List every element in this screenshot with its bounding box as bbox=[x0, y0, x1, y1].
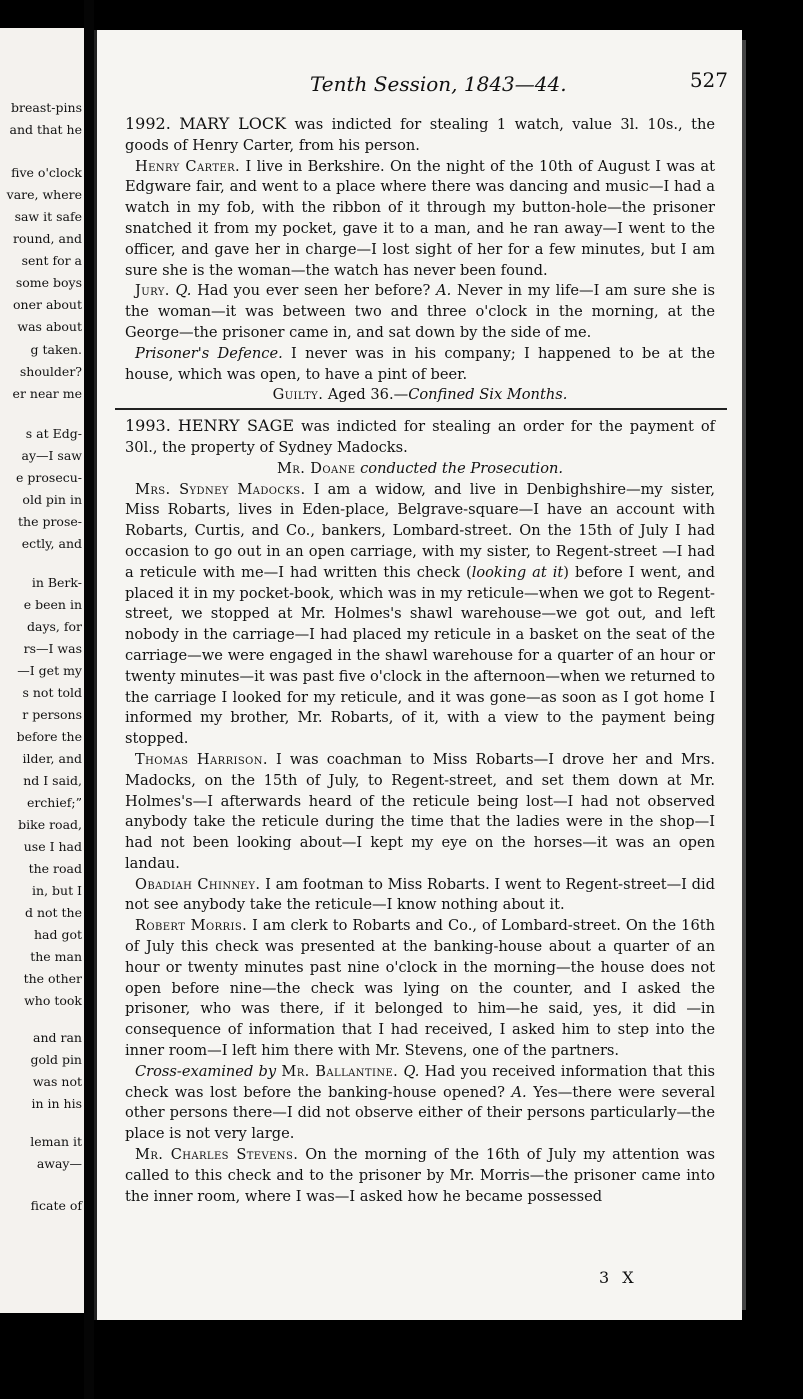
left-page-fragment: was about bbox=[17, 319, 82, 334]
left-page-fragment: —I get my bbox=[17, 663, 82, 678]
left-page-fragment: had got bbox=[33, 927, 82, 942]
testimony-stevens bbox=[125, 1145, 715, 1207]
running-title: Tenth Session, 1843—44. bbox=[310, 72, 567, 96]
answer-text: Never in my life—I am sure she is the woman—it was between two and three o'clock in the morning, at the George—the prisoner came in, and sat down by the side of me. bbox=[125, 282, 716, 341]
indictment-text: was indicted for stealing an order for the payment of 30l., the property of Sydney Madocks. bbox=[125, 418, 716, 456]
defendant-name: MARY LOCK bbox=[179, 114, 287, 133]
witness-name: Mrs. Sydney Madocks. bbox=[135, 480, 306, 498]
testimony-text-part1: I am a widow, and live in Denbighshire—my sister, Miss Robarts, lives in Eden-place, Belgrave-square—I have an account with Robarts, Curtis, and Co., bankers, Lombard-street. On the 15th of July I had occasion to go out in an open carriage, with my sister, to Regent-street —I had a reticule with me—I had written this check ( bbox=[125, 480, 715, 581]
testimony-italic: looking at it bbox=[471, 563, 564, 581]
prosecution-text: conducted the Prosecution. bbox=[360, 459, 564, 477]
left-page-edge bbox=[0, 28, 84, 1313]
testimony-text-part2: ) before I went, and placed it in my pocket-book, which was in my reticule—when we got to Regent-street, we stopped at Mr. Holmes's shawl warehouse—we got out, and left nobody in the carriage—I had placed my reticule in a basket on the seat of the carriage—we were engaged in the shawl warehouse for a quarter of an hour or twenty minutes—it was past five o'clock in the afternoon—when we returned to the carriage I looked for my reticule, and it was gone—as soon as I got home I informed my brother, Mr. Robarts, of it, with a view to the payment being stopped. bbox=[125, 563, 715, 748]
cross-examination bbox=[125, 1062, 715, 1145]
page-number: 527 bbox=[689, 68, 728, 92]
prisoner-defence bbox=[125, 344, 715, 386]
cross-label: Cross-examined by bbox=[135, 1062, 277, 1080]
question-label: Q. bbox=[403, 1062, 420, 1080]
witness-name: Henry Carter. bbox=[135, 157, 241, 175]
testimony-chinney bbox=[125, 875, 715, 917]
left-page-fragment: rs—I was bbox=[23, 641, 82, 656]
book-page bbox=[94, 30, 742, 1320]
left-page-fragment: and ran bbox=[33, 1030, 82, 1045]
cross-counsel: Mr. Ballantine. bbox=[281, 1062, 399, 1080]
left-page-fragment: old pin in bbox=[22, 492, 82, 507]
left-page-fragment: erchief;” bbox=[26, 795, 82, 810]
left-page-fragment: use I had bbox=[23, 839, 82, 854]
answer-text: Yes—there were several other persons there—I did not observe either of their persons particularly—the place is not very large. bbox=[125, 1083, 716, 1143]
testimony-text: I am footman to Miss Robarts. I went to Regent-street—I did not see anybody take the reticule—I know nothing about it. bbox=[125, 875, 715, 914]
left-page-fragment: gold pin bbox=[30, 1052, 82, 1067]
left-page-fragment: saw it safe bbox=[14, 209, 82, 224]
left-page-fragment: five o'clock bbox=[11, 165, 82, 180]
verdict-age: Aged 36.— bbox=[327, 386, 409, 404]
left-page-fragment: the prose- bbox=[18, 514, 82, 529]
left-page-fragment: nd I said, bbox=[23, 773, 82, 788]
left-page-fragment: er near me bbox=[12, 386, 82, 401]
witness-name: Robert Morris. bbox=[135, 917, 248, 935]
testimony-text: I was coachman to Miss Robarts—I drove her and Mrs. Madocks, on the 15th of July, to Regent-street, and set them down at Mr. Holmes's—I afterwards heard of the reticule being lost—I had not observed anybody take the reticule during the time that the ladies were in the shop—I had not been looking about—I kept my eye on the horses—it was an open landau. bbox=[125, 750, 715, 872]
left-page-fragment: some boys bbox=[15, 275, 82, 290]
verdict bbox=[125, 385, 715, 406]
left-page-fragment: vare, where bbox=[6, 187, 82, 202]
testimony-text: I live in Berkshire. On the night of the 10th of August I was at Edgware fair, and went to a place where there was dancing and music—I had a watch in my fob, with the ribbon of it through my button-hole—the prisoner snatched it from my pocket, gave it to a man, and he ran away—I went to the officer, and gave her in charge—I lost sight of her for a few minutes, but I am sure she is the woman—the watch has never been found. bbox=[125, 157, 715, 279]
jury-question bbox=[125, 281, 715, 343]
left-page-fragment: ectly, and bbox=[21, 536, 82, 551]
testimony-madocks bbox=[125, 480, 715, 750]
left-page-fragment: who took bbox=[24, 993, 82, 1008]
witness-name: Obadiah Chinney. bbox=[135, 875, 261, 893]
left-page-fragment: bike road, bbox=[18, 817, 82, 832]
case-number: 1992. bbox=[125, 114, 171, 133]
answer-label: A. bbox=[436, 282, 452, 300]
signature-mark: 3 X bbox=[599, 1268, 638, 1287]
left-page-fragment: e been in bbox=[23, 597, 82, 612]
left-page-fragment: e prosecu- bbox=[16, 470, 82, 485]
verdict-label: Guilty. bbox=[272, 386, 324, 404]
left-page-fragment: was not bbox=[32, 1074, 82, 1089]
defence-label: Prisoner's Defence. bbox=[135, 344, 283, 362]
left-page-fragment: s at Edg- bbox=[25, 426, 82, 441]
left-page-fragment: in, but I bbox=[32, 883, 82, 898]
left-page-fragment: ilder, and bbox=[22, 751, 82, 766]
left-page-fragment: ay—I saw bbox=[21, 448, 82, 463]
testimony-text: I am clerk to Robarts and Co., of Lombard-street. On the 16th of July this check was presented at the banking-house about a quarter of an hour or twenty minutes past nine o'clock in the morning—the house does not open before nine—the check was lying on the counter, and I asked the prisoner, who was there, if it belonged to him—he said, yes, it did —in consequence of information that I had received, I asked him to step into the inner room—I left him there with Mr. Stevens, one of the partners. bbox=[125, 917, 715, 1060]
testimony-morris bbox=[125, 916, 715, 1062]
left-page-fragment: the man bbox=[30, 949, 82, 964]
left-page-fragment: s not told bbox=[22, 685, 82, 700]
testimony-text: On the morning of the 16th of July my attention was called to this check and to the prisoner by Mr. Morris—the prisoner came into the inner room, where I was—I asked how he became possessed bbox=[125, 1146, 716, 1205]
verdict-sentence: Confined Six Months. bbox=[408, 386, 568, 404]
defence-text: I never was in his company; I happened to be at the house, which was open, to have a pint of beer. bbox=[125, 344, 715, 383]
left-page-fragment: g taken. bbox=[30, 342, 82, 357]
left-page-fragment: oner about bbox=[13, 297, 82, 312]
answer-label: A. bbox=[511, 1083, 527, 1101]
witness-name: Thomas Harrison. bbox=[135, 750, 268, 768]
testimony-carter bbox=[125, 157, 715, 282]
left-page-fragment: the other bbox=[23, 971, 82, 986]
left-page-fragment: the road bbox=[28, 861, 82, 876]
prosecution-counsel: Mr. Doane bbox=[276, 459, 356, 477]
left-page-fragment: before the bbox=[16, 729, 82, 744]
left-page-fragment: leman it bbox=[30, 1134, 82, 1149]
left-page-fragment: ficate of bbox=[30, 1198, 82, 1213]
left-page-fragment: d not the bbox=[24, 905, 82, 920]
witness-name: Mr. Charles Stevens. bbox=[135, 1146, 299, 1164]
left-page-fragment: in Berk- bbox=[31, 575, 82, 590]
question-text: Had you ever seen her before? bbox=[197, 282, 431, 300]
left-page-fragment: away— bbox=[36, 1156, 82, 1171]
case-number: 1993. bbox=[125, 416, 171, 436]
left-page-fragment: r persons bbox=[22, 707, 82, 722]
case-1992-indictment bbox=[125, 114, 715, 157]
left-page-fragment: days, for bbox=[26, 619, 82, 634]
left-page-fragment: and that he bbox=[9, 122, 82, 137]
book-gutter bbox=[84, 0, 94, 1399]
left-page-fragment: shoulder? bbox=[19, 364, 82, 379]
jury-label: Jury. bbox=[135, 282, 170, 300]
left-page-fragment: in in his bbox=[31, 1096, 82, 1111]
defendant-name: HENRY SAGE bbox=[177, 416, 295, 436]
question-text: Had you received information that this check was lost before the banking-house opened? bbox=[125, 1062, 715, 1101]
case-1993-indictment bbox=[125, 416, 715, 459]
left-page-fragment: round, and bbox=[12, 231, 82, 246]
case-divider bbox=[115, 408, 727, 410]
indictment-text: was indicted for stealing 1 watch, value 3l. 10s., the goods of Henry Carter, from his person. bbox=[125, 116, 715, 154]
question-label: Q. bbox=[175, 282, 192, 300]
page-body bbox=[125, 114, 715, 1207]
left-page-fragment: sent for a bbox=[21, 253, 82, 268]
left-page-fragment: breast-pins bbox=[11, 100, 82, 115]
testimony-harrison bbox=[125, 750, 715, 875]
page-header bbox=[97, 68, 742, 102]
prosecution-note bbox=[125, 459, 715, 480]
